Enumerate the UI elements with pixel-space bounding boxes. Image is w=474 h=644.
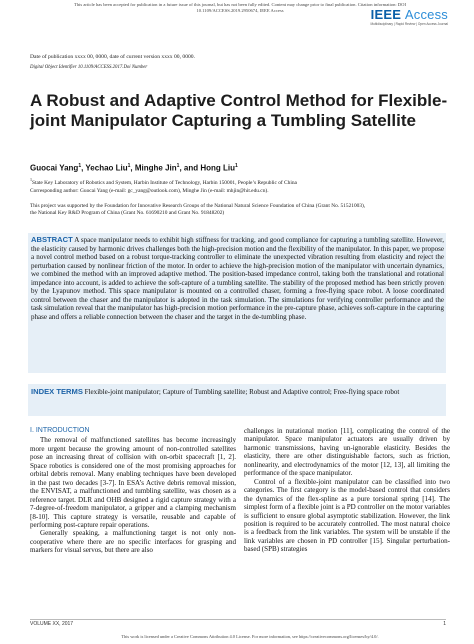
author-4: Hong Liu [200,163,235,173]
affiliation-text: State Key Laboratory of Robotics and System, Harbin Institute of Technology, Harbin 150001, People’s Republic of China [32,179,297,186]
column-right [244,427,450,554]
author-4-sup: 1 [234,163,238,169]
notice-line-1: This article has been accepted for publication in a future issue of this journal, but has not been fully edited. Content may change prior to final publication. Citation information: DOI [74,2,406,7]
abstract-text: A space manipulator needs to exhibit high stiffness for tracking, and good compliance for capturing a tumbling satellite. However, the elasticity caused by harmonic drives challenges both the high-precision motion and the flexibility of the manipulator. In this paper, we propose a novel control method based on a robust torque-tracking controller to eliminate the unexpected vibration resulting from elasticity and reject the perturbation caused by nonlinear friction of the motor. In order to achieve the high-precision motion of the manipulator with uncertain dynamics, we combined the method with an improved adaptive method. The position-based impedance control, taking both the translational and rotational impedance into account, is added to achieve the soft-capture of a tumbling satellite. The stability of the proposed method has been strictly proven by the Lyapunov method. This space manipulator is mounted on a controlled chaser, forming a free-flying space robot. A loose coordinated control between the chaser and the manipulator is adopted in the task simulation. The simulations for verifying controller performance and the task simulation reveal that the manipulator has high-precision motion performance in the pre-capture phase, achieves soft-capture in the capturing phase and offers a reliable connection between the chaser and the target in the de-tumbling phase. [31,236,444,321]
publication-dates: Date of publication xxxx 00, 0000, date of current version xxxx 00, 0000. [30,54,195,60]
publication-notice [60,2,420,14]
logo-tagline: Multidisciplinary | Rapid Review | Open Access Journal [370,22,448,26]
index-terms-label: INDEX TERMS [31,387,83,396]
author-list: Guocai Yang$^1$, Yechao Liu$^1$, Minghe Jin$^1$, and Hong Liu$^1$ [30,163,238,173]
index-terms-text: Flexible-joint manipulator; Capture of Tumbling satellite; Robust and Adaptive control; Free-flying space robot [84,388,400,396]
footer-rule [30,619,446,620]
ieee-access-logo [371,8,448,27]
column-left [30,427,236,555]
index-terms [31,387,441,398]
section-heading: I. INTRODUCTION [30,427,90,434]
intro-paragraph-4: Control of a flexible-joint manipulator can be classified into two categories. The first category is the model-based control that considers the dynamics of the flex-spline as a pure torsional spring [14]. The simplest form of a flexible joint is a PD controller on the motor variables is sufficient to ensure global asymptotic stabilization. However, the link position is required to be accurately controlled. The most natural choice is a feedback from the link variables. The system will be unstable if the link variables are chosen in PD controller [15]. Singular perturbation-based (SPB) strategies [244,477,450,554]
intro-paragraph-3: challenges in nutational motion [11], complicating the control of the manipulator. Space manipulator actuators are usually driven by harmonic transmissions, having un-ignorable elasticity. Besides the elasticity, there are other distinguishable factors, such as friction, nonlinearity, and electrodynamics of the motor [12, 13], all limiting the performance of the space manipulator. [244,427,450,478]
notice-line-2: 10.1109/ACCESS.2019.2950674, IEEE Access [196,8,284,13]
logo-access: Access [404,7,448,22]
author-1-sup: 1 [78,163,82,169]
funding-line-2: the National Key R&D Program of China (Grant No. 61690210 and Grant No. 91848202) [30,210,225,216]
license-note: This work is licensed under a Creative Commons Attribution 4.0 License. For more information, see https://creativecommons.org/licenses/by/4.0/. [121,634,379,639]
paper-title: A Robust and Adaptive Control Method for Flexible-joint Manipulator Capturing a Tumbling Satellite [30,91,448,130]
intro-paragraph-1: The removal of malfunctioned satellites has become increasingly more urgent because the growing amount of non-controlled satellites pose an increasing threat of collision with on-orbit spacecraft [1, 2]. Space robotics is considered one of the most promising approaches for orbital debris removal. Many enabling techniques have been developed in the past two decades [3-7]. In ESA’s Active debris removal mission, the ENVISAT, a malfunctioned and tumbling satellite, was chosen as a reference target. DLR and OHB designed a rigid capture strategy with a 7-degree-of-freedom manipulator, a gripper and a clamping mechanism [8-10]. This capture strategy is versatile, reusable and capable of performing post-capture repair operations. [30,436,236,529]
author-2-sup: 1 [127,163,131,169]
funding-line-1: This project was supported by the Foundation for Innovative Research Groups of the National Natural Science Foundation of China (Grant No. 51521003), [30,203,366,209]
abstract-label: ABSTRACT [31,235,73,244]
doi-line: Digital Object Identifier 10.1109/ACCESS.2017.Doi Number [30,65,148,70]
affiliation-sup: 1 [30,177,32,182]
abstract [31,236,444,321]
volume-label: VOLUME XX, 2017 [30,621,74,627]
affiliation-1 [30,176,297,187]
author-3-sup: 1 [176,163,180,169]
author-3: Minghe Jin [134,163,177,173]
author-1: Guocai Yang [30,163,79,173]
logo-ieee: IEEE [370,7,402,22]
corresponding-author: Corresponding author: Guocai Yang (e-mail: gc_yang@outlook.com), Minghe Jin (e-mail: mhjin@hit.edu.cn). [30,188,269,194]
author-2: Yechao Liu [85,163,128,173]
intro-paragraph-2: Generally speaking, a malfunctioning target is not only non-cooperative where there are no specific interfaces for grasping and markers for visual servos, but there are also [30,529,236,555]
page-number: 1 [443,621,446,627]
